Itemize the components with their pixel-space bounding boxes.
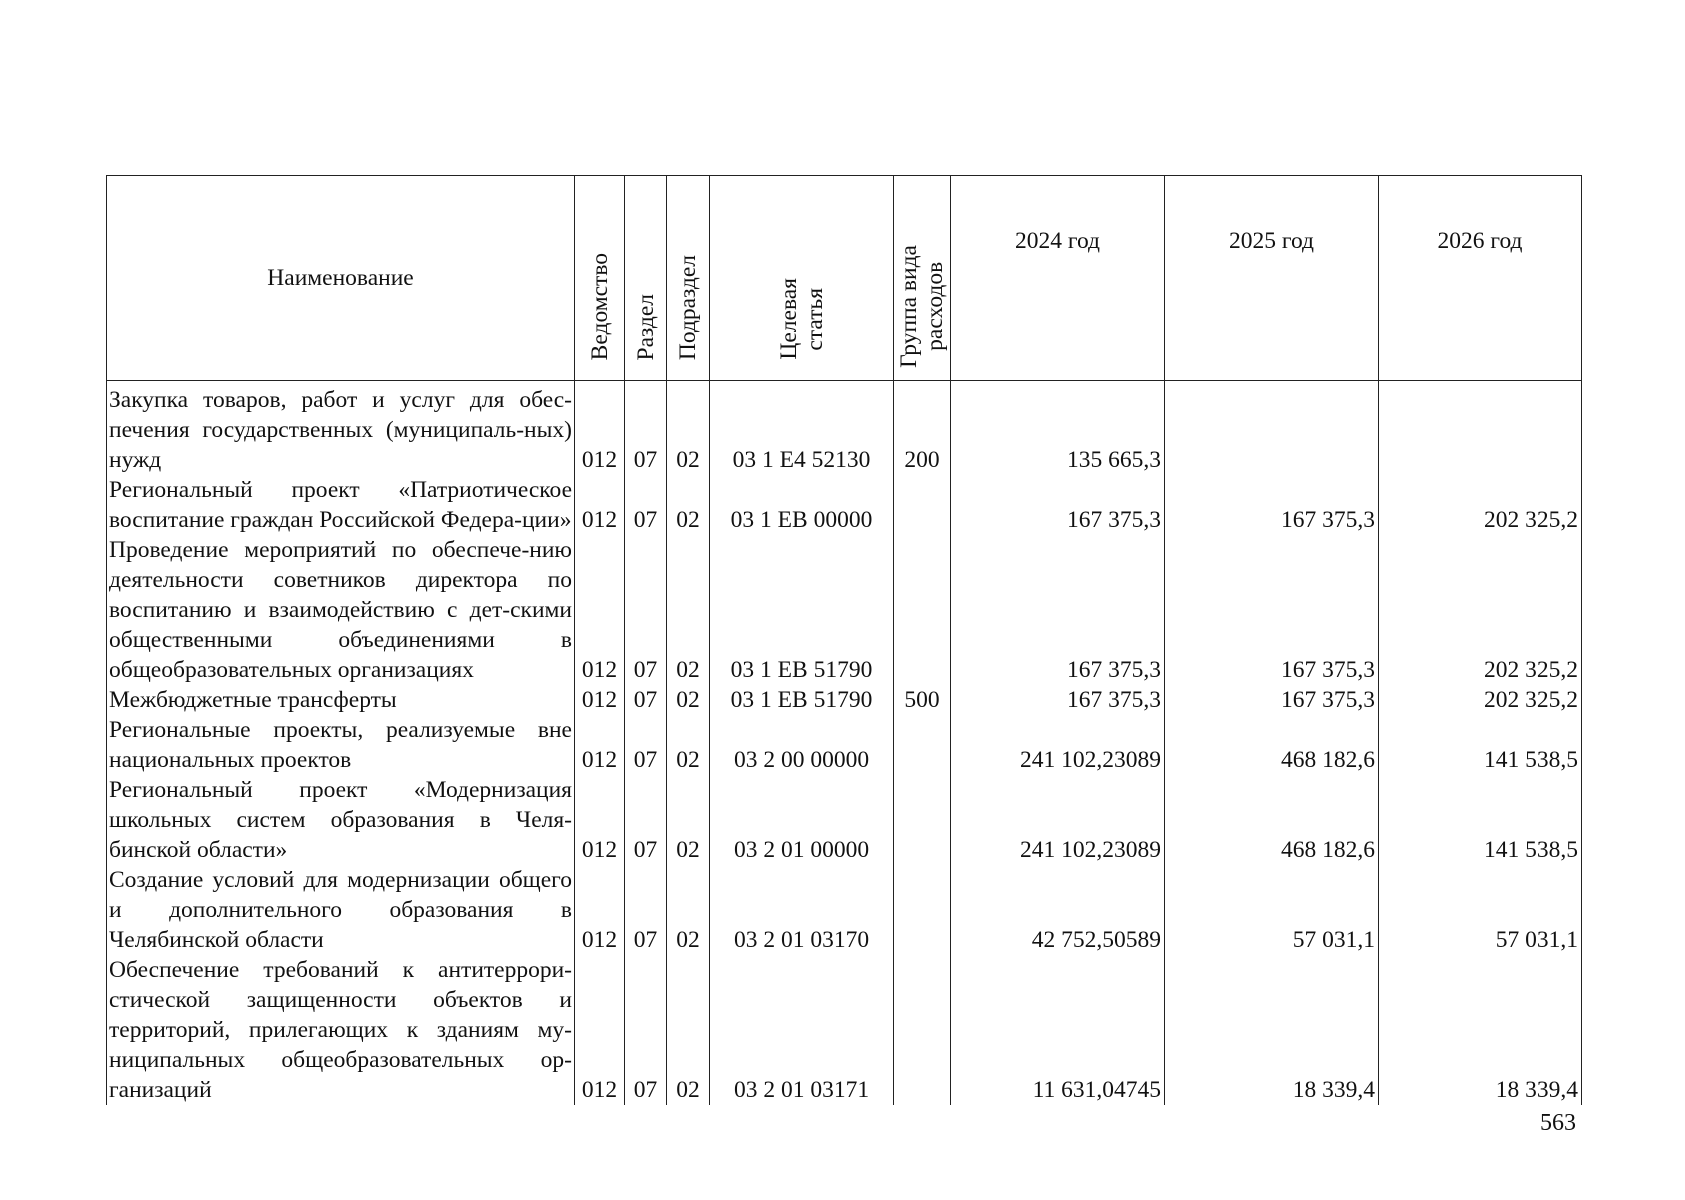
cell-podrazdel: 02 <box>667 685 710 715</box>
cell-2026: 57 031,1 <box>1379 865 1582 955</box>
cell-2025: 468 182,6 <box>1165 775 1379 865</box>
cell-celevaya-statya: 03 1 EB 51790 <box>710 685 894 715</box>
cell-2025 <box>1165 381 1379 476</box>
cell-vedomstvo: 012 <box>575 685 625 715</box>
cell-celevaya-statya: 03 2 01 03170 <box>710 865 894 955</box>
cell-podrazdel: 02 <box>667 955 710 1105</box>
cell-2026: 202 325,2 <box>1379 475 1582 535</box>
header-vedomstvo: Ведомство <box>575 176 625 381</box>
page-number: 563 <box>1540 1110 1576 1136</box>
cell-2024: 167 375,3 <box>951 535 1165 685</box>
cell-razdel: 07 <box>625 715 667 775</box>
cell-gruppa: 500 <box>894 685 951 715</box>
cell-2024: 135 665,3 <box>951 381 1165 476</box>
cell-2025: 18 339,4 <box>1165 955 1379 1105</box>
cell-razdel: 07 <box>625 685 667 715</box>
header-2025: 2025 год <box>1165 176 1379 381</box>
header-celevaya-statya: Целевая статья <box>710 176 894 381</box>
table-row <box>107 955 1582 1105</box>
cell-gruppa <box>894 955 951 1105</box>
cell-name: Обеспечение требований к антитеррори-стической защищенности объектов и территорий, прилегающих к зданиям му-ниципальных общеобразовательных ор-ганизаций <box>107 955 575 1105</box>
cell-gruppa <box>894 475 951 535</box>
cell-2025: 167 375,3 <box>1165 535 1379 685</box>
header-2024: 2024 год <box>951 176 1165 381</box>
table-row <box>107 715 1582 775</box>
cell-gruppa <box>894 715 951 775</box>
cell-razdel: 07 <box>625 955 667 1105</box>
header-gruppa-vida-rashodov: Группа вида расходов <box>894 176 951 381</box>
cell-2024: 167 375,3 <box>951 475 1165 535</box>
cell-name: Региональный проект «Модернизация школьных систем образования в Челя-бинской области» <box>107 775 575 865</box>
header-podrazdel: Подраздел <box>667 176 710 381</box>
cell-name: Межбюджетные трансферты <box>107 685 575 715</box>
header-name: Наименование <box>107 176 575 381</box>
cell-2026: 18 339,4 <box>1379 955 1582 1105</box>
cell-podrazdel: 02 <box>667 715 710 775</box>
cell-vedomstvo: 012 <box>575 715 625 775</box>
cell-razdel: 07 <box>625 865 667 955</box>
table-row <box>107 381 1582 476</box>
cell-podrazdel: 02 <box>667 775 710 865</box>
table-row <box>107 685 1582 715</box>
cell-2024: 11 631,04745 <box>951 955 1165 1105</box>
cell-2025: 167 375,3 <box>1165 475 1379 535</box>
cell-podrazdel: 02 <box>667 475 710 535</box>
cell-celevaya-statya: 03 1 EB 00000 <box>710 475 894 535</box>
cell-2026: 141 538,5 <box>1379 775 1582 865</box>
table-row <box>107 775 1582 865</box>
header-razdel: Раздел <box>625 176 667 381</box>
header-row <box>107 176 1582 381</box>
cell-podrazdel: 02 <box>667 865 710 955</box>
cell-celevaya-statya: 03 2 00 00000 <box>710 715 894 775</box>
cell-2025: 468 182,6 <box>1165 715 1379 775</box>
cell-celevaya-statya: 03 2 01 03171 <box>710 955 894 1105</box>
cell-celevaya-statya: 03 1 EB 51790 <box>710 535 894 685</box>
table-row <box>107 865 1582 955</box>
cell-name: Закупка товаров, работ и услуг для обес-печения государственных (муниципаль-ных) нужд <box>107 381 575 476</box>
cell-2024: 167 375,3 <box>951 685 1165 715</box>
cell-celevaya-statya: 03 2 01 00000 <box>710 775 894 865</box>
cell-vedomstvo: 012 <box>575 955 625 1105</box>
cell-2026: 202 325,2 <box>1379 535 1582 685</box>
cell-razdel: 07 <box>625 475 667 535</box>
cell-celevaya-statya: 03 1 E4 52130 <box>710 381 894 476</box>
cell-gruppa: 200 <box>894 381 951 476</box>
cell-name: Создание условий для модернизации общего и дополнительного образования в Челябинской области <box>107 865 575 955</box>
cell-2026 <box>1379 381 1582 476</box>
cell-gruppa <box>894 865 951 955</box>
table-row <box>107 475 1582 535</box>
cell-vedomstvo: 012 <box>575 381 625 476</box>
cell-2025: 57 031,1 <box>1165 865 1379 955</box>
cell-podrazdel: 02 <box>667 381 710 476</box>
cell-podrazdel: 02 <box>667 535 710 685</box>
cell-name: Проведение мероприятий по обеспече-нию деятельности советников директора по воспитанию и взаимодействию с дет-скими общественными объединениями в общеобразовательных организациях <box>107 535 575 685</box>
cell-2024: 241 102,23089 <box>951 775 1165 865</box>
cell-vedomstvo: 012 <box>575 535 625 685</box>
table-row <box>107 535 1582 685</box>
cell-razdel: 07 <box>625 535 667 685</box>
cell-name: Региональные проекты, реализуемые вне национальных проектов <box>107 715 575 775</box>
cell-2026: 141 538,5 <box>1379 715 1582 775</box>
table-body <box>107 381 1582 1106</box>
cell-2026: 202 325,2 <box>1379 685 1582 715</box>
cell-name: Региональный проект «Патриотическое воспитание граждан Российской Федера-ции» <box>107 475 575 535</box>
cell-2025: 167 375,3 <box>1165 685 1379 715</box>
cell-2024: 42 752,50589 <box>951 865 1165 955</box>
cell-2024: 241 102,23089 <box>951 715 1165 775</box>
header-2026: 2026 год <box>1379 176 1582 381</box>
cell-vedomstvo: 012 <box>575 775 625 865</box>
cell-vedomstvo: 012 <box>575 865 625 955</box>
cell-razdel: 07 <box>625 775 667 865</box>
cell-gruppa <box>894 775 951 865</box>
cell-razdel: 07 <box>625 381 667 476</box>
cell-vedomstvo: 012 <box>575 475 625 535</box>
cell-gruppa <box>894 535 951 685</box>
budget-table <box>106 175 1582 1105</box>
